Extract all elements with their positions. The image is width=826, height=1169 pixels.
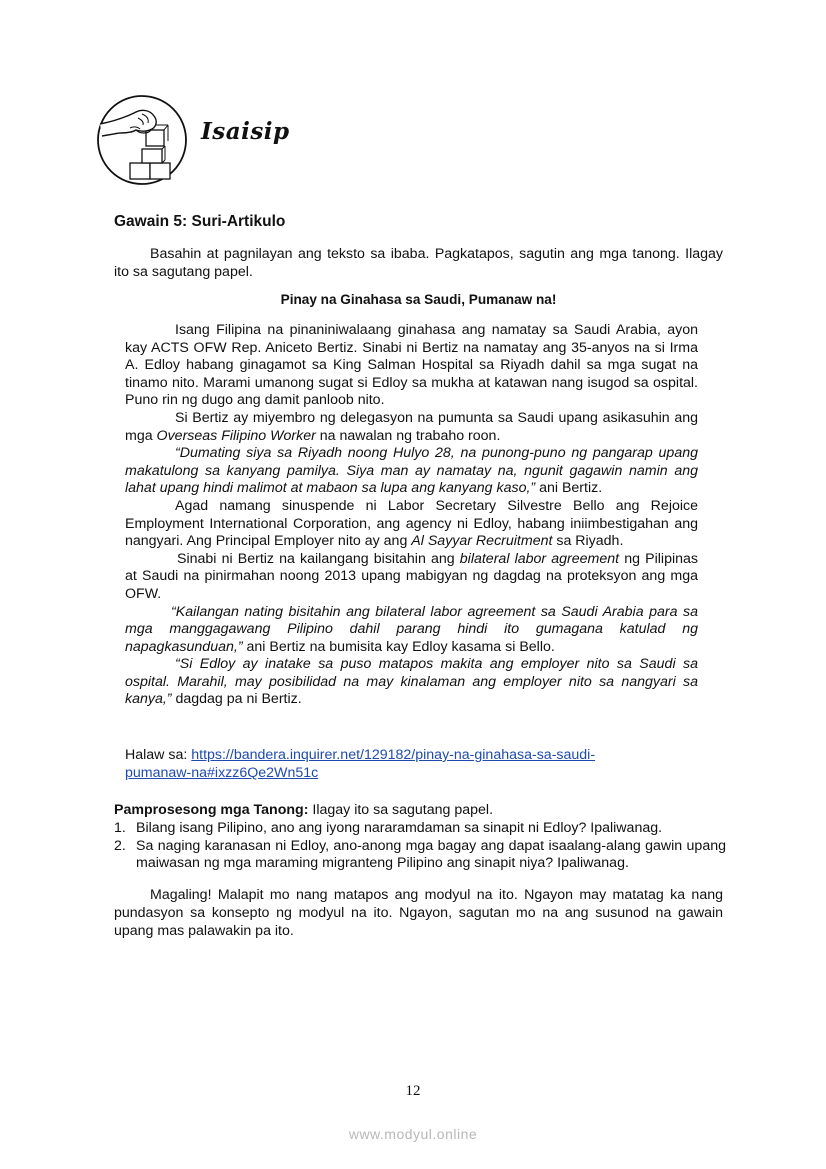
hand-stacking-blocks-icon (96, 94, 188, 186)
article-paragraph (125, 445, 698, 498)
article-paragraph (125, 604, 698, 657)
paragraph-text: Sinabi ni Bertiz na kailangang bisitahin ang (177, 550, 460, 567)
quote-text: “Kailangan nating bisitahin ang bilateral labor agreement sa Saudi Arabia para sa mga manggagawang Pilipino dahil parang hindi ito gumagana katulad ng napagkasunduan,” (125, 603, 698, 655)
source-citation (125, 746, 715, 782)
paragraph-text: sa Riyadh. (552, 533, 624, 550)
activity-instructions (114, 245, 723, 281)
quote-text: “Dumating siya sa Riyadh noong Hulyo 28, na punong-puno ng pangarap upang makatulong sa kanyang pamilya. Siya man ay namatay na, ngunit gagawin namin ang lahat upang hindi malimot at mabaon sa lupa ang kanyang kaso,” (125, 445, 698, 497)
quote-text: “Si Edloy ay inatake sa puso matapos makita ang employer nito sa Saudi sa ospital. Marahil, may posibilidad na may kinalaman ang employer nito sa nangyari sa kanya,” (125, 656, 698, 708)
article-paragraph (125, 551, 698, 604)
article-paragraph (125, 322, 698, 410)
question-item (114, 820, 726, 838)
source-link[interactable] (125, 747, 595, 781)
article-paragraph (125, 410, 698, 445)
source-link-line[interactable]: https://bandera.inquirer.net/129182/pinay-na-ginahasa-sa-saudi- (191, 747, 596, 763)
activity-title: Gawain 5: Suri-Artikulo (114, 213, 286, 230)
paragraph-text: Isang Filipina na pinaniniwalaang ginahasa ang namatay sa Saudi Arabia, ayon kay ACTS OFW Rep. Aniceto Bertiz. Sinabi ni Bertiz na namatay ang 35-anyos na si Irma A. Edloy habang ginagamot sa King Salman Hospital sa Riyadh dahil sa mga sugat na tinamo nito. Marami umanong sugat si Edloy sa mukha at katawan nang isugod sa ospital. Puno rin ng dugo ang damit panloob nito. (125, 322, 698, 409)
questions-heading (114, 802, 726, 820)
article-title: Pinay na Ginahasa sa Saudi, Pumanaw na! (280, 292, 557, 307)
source-label: Halaw sa: (125, 747, 192, 763)
paragraph-text: ani Bertiz. (535, 480, 603, 497)
paragraph-text: na nawalan ng trabaho roon. (315, 427, 501, 444)
article-body (125, 322, 698, 709)
paragraph-italic-text: Overseas Filipino Worker (156, 427, 316, 444)
question-number: 1. (114, 819, 126, 836)
question-text: Sa naging karanasan ni Edloy, ano-anong mga bagay ang dapat isaalang-alang gawin upang maiwasan ng mga maraming migranteng Pilipino ang sinapit niya? Ipaliwanag. (136, 837, 726, 872)
processing-questions (114, 802, 726, 873)
instructions-text: Basahin at pagnilayan ang teksto sa ibaba. Pagkatapos, sagutin ang mga tanong. Ilagay ito sa sagutang papel. (114, 246, 723, 280)
question-number: 2. (114, 837, 126, 854)
paragraph-text: Agad namang sinuspende ni Labor Secretary Silvestre Bello ang Rejoice Employment International Corporation, ang agency ni Edloy, habang iniimbestigahan ang nangyari. Ang Principal Employer nito ay ang (125, 497, 698, 550)
paragraph-italic-text: bilateral labor agreement (459, 550, 620, 567)
article-paragraph (125, 656, 698, 709)
page-number: 12 (405, 1083, 421, 1099)
paragraph-text: dagdag pa ni Bertiz. (171, 691, 302, 708)
paragraph-text: Si Bertiz ay miyembro ng delegasyon na pumunta sa Saudi upang asikasuhin ang mga (125, 409, 698, 444)
closing-text: Magaling! Malapit mo nang matapos ang modyul na ito. Ngayon may matatag ka nang pundasyon sa konsepto ng modyul na ito. Ngayon, sagutan mo na ang susunod na gawain upang mas palawakin pa ito. (114, 887, 723, 939)
article-paragraph (125, 498, 698, 551)
questions-heading-note: Ilagay ito sa sagutang papel. (308, 802, 494, 818)
source-link-line[interactable]: pumanaw-na#ixzz6Qe2Wn51c (125, 765, 319, 781)
closing-paragraph (114, 886, 723, 940)
section-title: Isaisip (201, 118, 290, 145)
paragraph-text: ani Bertiz na bumisita kay Edloy kasama si Bello. (242, 638, 555, 655)
question-item (114, 838, 726, 874)
questions-heading-label: Pamprosesong mga Tanong: (114, 802, 309, 818)
paragraph-text: ng Pilipinas at Saudi na pinirmahan noong 2013 upang mabigyan ng dagdag na proteksyon ang mga OFW. (125, 550, 698, 602)
paragraph-italic-text: Al Sayyar Recruitment (411, 533, 553, 550)
question-text: Bilang isang Pilipino, ano ang iyong nararamdaman sa sinapit ni Edloy? Ipaliwanag. (136, 819, 663, 836)
watermark: www.modyul.online (348, 1126, 478, 1142)
questions-list (114, 820, 726, 873)
